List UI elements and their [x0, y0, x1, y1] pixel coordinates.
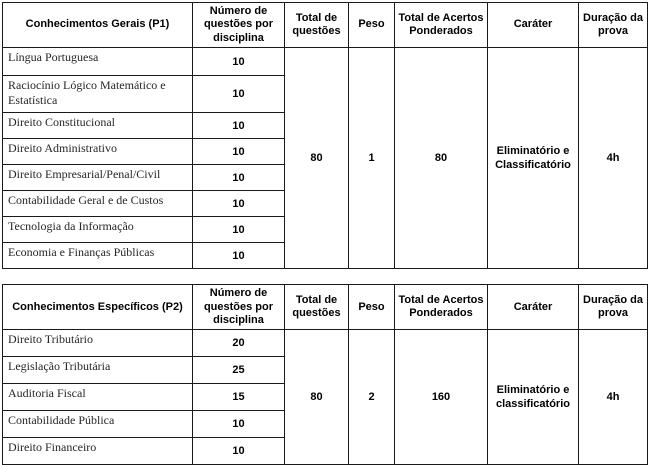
column-header-carater: Caráter [488, 3, 579, 48]
question-count-cell: 10 [193, 76, 285, 113]
column-header-acertos-ponderados: Total de Acertos Ponderados [395, 3, 488, 48]
duration-cell: 4h [579, 330, 648, 465]
question-count-cell: 10 [193, 243, 285, 269]
column-header-numero-questoes: Número de questões por disciplina [193, 285, 285, 330]
column-header-duracao-prova: Duração da prova [579, 285, 648, 330]
table-row [3, 330, 648, 357]
discipline-cell: Auditoria Fiscal [3, 384, 193, 411]
discipline-cell: Tecnologia da Informação [3, 217, 193, 243]
discipline-cell: Contabilidade Geral e de Custos [3, 191, 193, 217]
column-header-peso: Peso [349, 3, 395, 48]
discipline-cell: Legislação Tributária [3, 357, 193, 384]
column-header-conhecimentos-gerais: Conhecimentos Gerais (P1) [3, 3, 193, 48]
discipline-cell: Direito Tributário [3, 330, 193, 357]
column-header-peso: Peso [349, 285, 395, 330]
question-count-cell: 10 [193, 217, 285, 243]
column-header-duracao-prova: Duração da prova [579, 3, 648, 48]
weighted-hits-cell: 160 [395, 330, 488, 465]
question-count-cell: 10 [193, 48, 285, 76]
question-count-cell: 10 [193, 139, 285, 165]
column-header-total-questoes: Total de questões [285, 3, 349, 48]
character-cell: Eliminatório e classificatório [488, 330, 579, 465]
total-questions-cell: 80 [285, 48, 349, 269]
discipline-cell: Direito Administrativo [3, 139, 193, 165]
table-header-row [3, 285, 648, 330]
table-header-row [3, 3, 648, 48]
weight-cell: 1 [349, 48, 395, 269]
column-header-conhecimentos-especificos: Conhecimentos Específicos (P2) [3, 285, 193, 330]
weighted-hits-cell: 80 [395, 48, 488, 269]
question-count-cell: 15 [193, 384, 285, 411]
discipline-cell: Direito Constitucional [3, 113, 193, 139]
question-count-cell: 20 [193, 330, 285, 357]
total-questions-cell: 80 [285, 330, 349, 465]
question-count-cell: 25 [193, 357, 285, 384]
question-count-cell: 10 [193, 411, 285, 438]
weight-cell: 2 [349, 330, 395, 465]
table-conhecimentos-gerais [2, 2, 648, 269]
column-header-acertos-ponderados: Total de Acertos Ponderados [395, 285, 488, 330]
column-header-carater: Caráter [488, 285, 579, 330]
column-header-numero-questoes: Número de questões por disciplina [193, 3, 285, 48]
column-header-total-questoes: Total de questões [285, 285, 349, 330]
table-spacer [2, 269, 647, 284]
discipline-cell: Língua Portuguesa [3, 48, 193, 76]
question-count-cell: 10 [193, 165, 285, 191]
discipline-cell: Direito Financeiro [3, 438, 193, 465]
question-count-cell: 10 [193, 191, 285, 217]
table-conhecimentos-especificos [2, 284, 648, 465]
character-cell: Eliminatório e Classificatório [488, 48, 579, 269]
question-count-cell: 10 [193, 438, 285, 465]
question-count-cell: 10 [193, 113, 285, 139]
table-row [3, 48, 648, 76]
discipline-cell: Direito Empresarial/Penal/Civil [3, 165, 193, 191]
discipline-cell: Economia e Finanças Públicas [3, 243, 193, 269]
duration-cell: 4h [579, 48, 648, 269]
discipline-cell: Contabilidade Pública [3, 411, 193, 438]
discipline-cell: Raciocínio Lógico Matemático e Estatística [3, 76, 193, 113]
